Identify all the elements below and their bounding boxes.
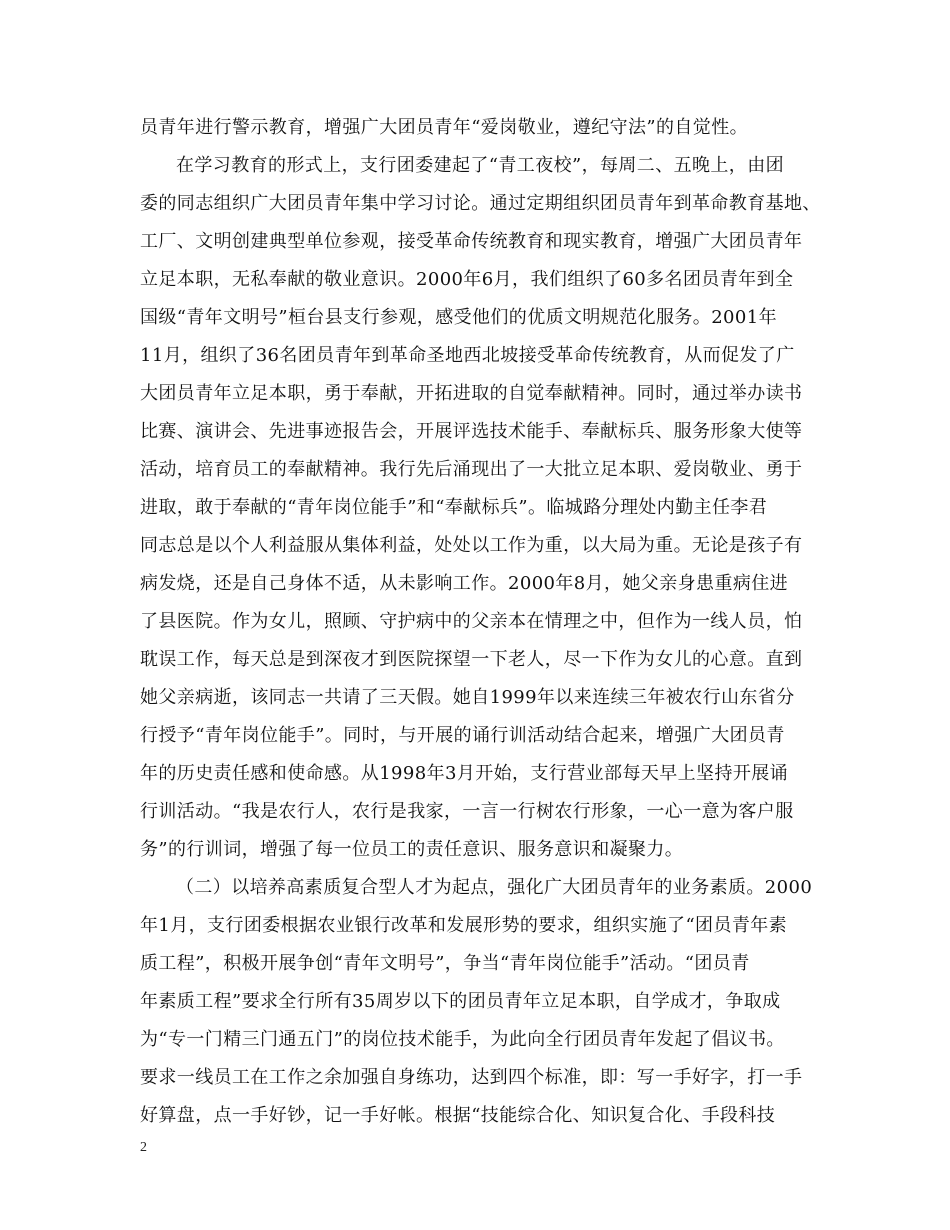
body-text-line: 活动，培育员工的奉献精神。我行先后涌现出了一大批立足本职、爱岗敬业、勇于 bbox=[140, 459, 803, 480]
body-text-line: 同志总是以个人利益服从集体利益，处处以工作为重，以大局为重。无论是孩子有 bbox=[140, 535, 803, 556]
body-text-line: 她父亲病逝，该同志一共请了三天假。她自1999年以来连续三年被农行山东省分 bbox=[140, 687, 795, 708]
body-text-line: 病发烧，还是自己身体不适，从未影响工作。2000年8月，她父亲身患重病住进 bbox=[140, 573, 789, 594]
body-text-line: 进取，敢于奉献的“青年岗位能手”和“奉献标兵”。临城路分理处内勤主任李君 bbox=[140, 497, 768, 518]
body-text-line: 11月，组织了36名团员青年到革命圣地西北坡接受革命传统教育，从而促发了广 bbox=[140, 345, 795, 366]
body-text-line: 比赛、演讲会、先进事迹报告会，开展评选技术能手、奉献标兵、服务形象大使等 bbox=[140, 421, 803, 442]
body-text-line: 了县医院。作为女儿，照顾、守护病中的父亲本在情理之中，但作为一线人员，怕 bbox=[140, 611, 803, 632]
body-text-line: 耽误工作，每天总是到深夜才到医院探望一下老人，尽一下作为女儿的心意。直到 bbox=[140, 649, 803, 670]
body-text-line: 好算盘，点一手好钞，记一手好帐。根据“技能综合化、知识复合化、手段科技 bbox=[140, 1105, 776, 1126]
body-text-line: 为“专一门精三门通五门”的岗位技术能手，为此向全行团员青年发起了倡议书。 bbox=[140, 1029, 785, 1050]
body-text-line: 要求一线员工在工作之余加强自身练功，达到四个标准，即：写一手好字，打一手 bbox=[140, 1067, 803, 1088]
body-text-line: 行训活动。“我是农行人，农行是我家，一言一行树农行形象，一心一意为客户服 bbox=[140, 801, 794, 822]
body-text-line: 立足本职，无私奉献的敬业意识。2000年6月，我们组织了60多名团员青年到全 bbox=[140, 269, 794, 290]
body-text-line: 行授予“青年岗位能手”。同时，与开展的诵行训活动结合起来，增强广大团员青 bbox=[140, 725, 785, 746]
body-text-line: 年的历史责任感和使命感。从1998年3月开始，支行营业部每天早上坚持开展诵 bbox=[140, 763, 789, 784]
body-text-line: 员青年进行警示教育，增强广大团员青年“爱岗敬业，遵纪守法”的自觉性。 bbox=[140, 117, 749, 138]
body-text-line: 委的同志组织广大团员青年集中学习讨论。通过定期组织团员青年到革命教育基地、 bbox=[140, 193, 821, 214]
body-text-line: （二）以培养高素质复合型人才为起点，强化广大团员青年的业务素质。2000 bbox=[176, 877, 813, 898]
body-text-line: 务”的行训词，增强了每一位员工的责任意识、服务意识和凝聚力。 bbox=[140, 839, 684, 860]
body-text-line: 年素质工程”要求全行所有35周岁以下的团员青年立足本职，自学成才，争取成 bbox=[140, 991, 781, 1012]
body-text-line: 在学习教育的形式上，支行团委建起了“青工夜校”，每周二、五晚上，由团 bbox=[176, 155, 785, 176]
body-text-line: 工厂、文明创建典型单位参观，接受革命传统教育和现实教育，增强广大团员青年 bbox=[140, 231, 803, 252]
body-text-line: 国级“青年文明号”桓台县支行参观，感受他们的优质文明规范化服务。2001年 bbox=[140, 307, 778, 328]
body-text-line: 年1月，支行团委根据农业银行改革和发展形势的要求，组织实施了“团员青年素 bbox=[140, 915, 788, 936]
body-text-line: 大团员青年立足本职，勇于奉献，开拓进取的自觉奉献精神。同时，通过举办读书 bbox=[140, 383, 803, 404]
page-number: 2 bbox=[140, 1140, 147, 1155]
body-text-line: 质工程”，积极开展争创“青年文明号”，争当“青年岗位能手”活动。“团员青 bbox=[140, 953, 750, 974]
